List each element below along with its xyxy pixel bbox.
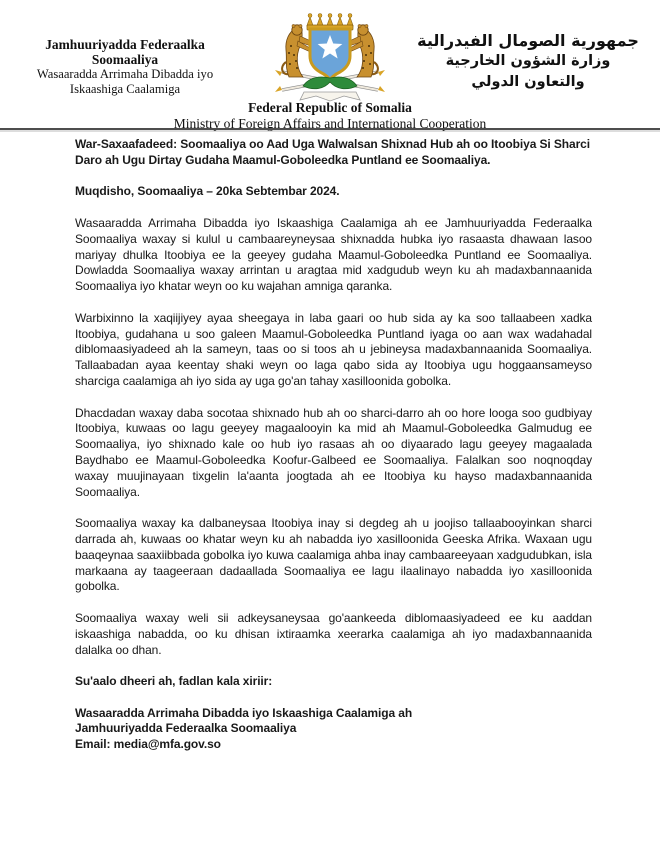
paragraph-2: Warbixinno la xaqiijiyey ayaa sheegaya in laba gaari oo hub sida ay ka soo tallaabeen xadka Itoobiya, gudahana u soo galeen Maamul-Goboleedka Puntland iyaga oo aan wax wadahadal diblomaasiyadeed ah la sameyn, taas oo si toos ah u jebineysa madaxbannaanida Soomaaliya. Tallaabadan ayaa keentay shaki weyn oo laga qabo sida ay Itoobiya ugu hoggaansameyso sharciga caalamiga ah iyo sida ay uga go'an tahay xasilloonida gobolka.: [75, 310, 592, 388]
contact-country-line: Jamhuuriyadda Federaalka Soomaaliya: [75, 721, 297, 736]
country-name-somali: Jamhuuriyadda Federaalka Soomaaliya: [45, 37, 205, 67]
contact-heading: Su'aalo dheeri ah, fadlan kala xiriir:: [75, 674, 273, 689]
country-name-arabic: جمهورية الصومال الفيدرالية: [417, 31, 639, 50]
contact-email-line: Email: media@mfa.gov.so: [75, 737, 221, 752]
ministry-name-english-line2: Ministry of Foreign Affairs and International Cooperation: [173, 115, 487, 131]
paragraph-1: Wasaaradda Arrimaha Dibadda iyo Iskaashiga Caalamiga ah ee Jamhuuriyadda Federaalka Soomaaliya waxay si kulul u cambaareyneysaa shixnadda hubka iyo rasaasta dhawaan lasoo mariyay dhulka Itoobiya ee la geeyey gudaha Maamul-Goboleedka Puntland ee Soomaaliya. Dowladda Soomaaliya waxay arrintan u aragtaa mid xadgudub weyn ku ah madaxbannaanida Soomaaliya iyo khatar weyn oo ku wajahan amniga qaranka.: [75, 215, 592, 294]
ministry-name-english: [0, 101, 660, 130]
ministry-name-somali-line3: Iskaashiga Caalamiga: [69, 82, 181, 96]
ministry-name-arabic-line3: والتعاون الدولي: [471, 74, 585, 90]
contact-ministry-line: Wasaaradda Arrimaha Dibadda iyo Iskaashiga Caalamiga ah: [75, 705, 413, 720]
ministry-name-somali: [26, 37, 224, 97]
paragraph-5: Soomaaliya waxay weli sii adkeysaneysaa go'aankeeda diblomaasiyadeed ee ku aaddan iskaashiga nabadda, oo ku dhisan ixtiraamka xeerarka caalamiga ah iyo madaxbannaanida dalalka oo dhan.: [75, 610, 592, 657]
ministry-name-arabic-line2: وزارة الشؤون الخارجية: [445, 53, 611, 69]
ministry-name-arabic: [402, 30, 654, 93]
press-release-title: War-Saxaafadeed: Soomaaliya oo Aad Uga Walwalsan Shixnad Hub ah oo Itoobiya Si Sharci Daro ah Ugu Dirtay Gudaha Maamul-Goboleedka Puntland ee Soomaaliya.: [75, 137, 590, 167]
press-release-body: [75, 137, 592, 753]
dateline: Muqdisho, Soomaaliya – 20ka Sebtembar 2024.: [75, 184, 340, 199]
header-divider: [0, 128, 660, 130]
somalia-coat-of-arms: [268, 12, 392, 104]
paragraph-3: Dhacdadan waxay daba socotaa shixnado hub ah oo sharci-darro ah oo hore looga soo gudbiyay Itoobiya, kuwaas oo lagu geeyey magaalooyin ka mid ah Maamul-Goboleedka Galmudug ee Soomaaliya, iyo shixnado kale oo hub iyo rasaas ah oo diyaarado lagu geeyey magaalada Baydhabo ee Maamul-Goboleedka Koofur-Galbeed ee Soomaaliya. Falalkan soo noqnoqday waxay muujinayaan tixgelin la'aanta joogtada ah ee Itoobiya ku hayso madaxbannaanida Soomaaliya.: [75, 405, 592, 499]
paragraph-4: Soomaaliya waxay ka dalbaneysaa Itoobiya inay si degdeg ah u joojiso tallaabooyinkan sharci darrada ah, kuwaas oo khatar weyn ku ah nabadda iyo xasilloonida Geeska Afrika. Waxaan ugu baaqeynaa saaxiibbada gobolka iyo kuwa caalamiga ahba inay cambaareeyaan xadgudubkan, isla markaana ay taageeraan dadaallada Soomaaliya ee lagu ilaalinayo nabadda iyo xasilloonida gobolka.: [75, 516, 592, 594]
country-name-english: Federal Republic of Somalia: [248, 100, 412, 115]
ministry-name-somali-line2: Wasaaradda Arrimaha Dibadda iyo: [36, 67, 214, 81]
